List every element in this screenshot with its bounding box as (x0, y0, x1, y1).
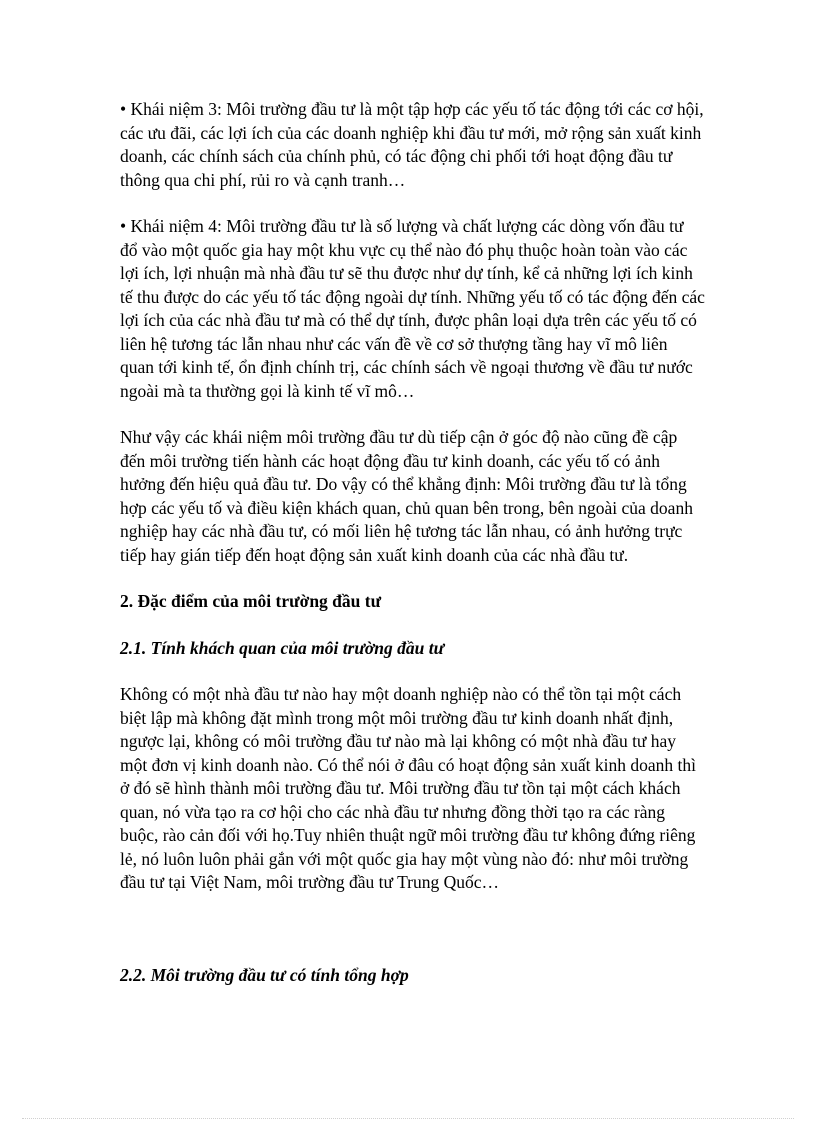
subsection-heading-2-1: 2.1. Tính khách quan của môi trường đầu tư (120, 637, 445, 658)
document-body (120, 98, 705, 1010)
bullet-mark: • (120, 216, 127, 236)
paragraph-objectivity: Không có một nhà đầu tư nào hay một doanh nghiệp nào có thể tồn tại một cách biệt lập mà không đặt mình trong một môi trường đầu tư kinh doanh nhất định, ngược lại, không có môi trường đầu tư nào mà lại không có một nhà đầu tư hay một đơn vị kinh doanh nào. Có thể nói ở đâu có hoạt động sản xuất kinh doanh thì ở đó sẽ hình thành môi trường đầu tư. Môi trường đầu tư tồn tại một cách khách quan, nó vừa tạo ra cơ hội cho các nhà đầu tư nhưng đồng thời tạo ra các ràng buộc, rào cản đối với họ.Tuy nhiên thuật ngữ môi trường đầu tư không đứng riêng lẻ, nó luôn luôn phải gắn với một quốc gia hay một vùng nào đó: như môi trường đầu tư tại Việt Nam, môi trường đầu tư Trung Quốc… (120, 684, 697, 892)
subsection-heading-2-2: 2.2. Môi trường đầu tư có tính tổng hợp (120, 964, 409, 985)
bullet-mark: • (120, 99, 127, 119)
page-bottom-rule (22, 1118, 794, 1119)
paragraph-summary: Như vậy các khái niệm môi trường đầu tư dù tiếp cận ở góc độ nào cũng đề cập đến môi trường tiến hành các hoạt động đầu tư kinh doanh, các yếu tố có ảnh hưởng đến hiệu quả đầu tư. Do vậy có thể khẳng định: Môi trường đầu tư là tổng hợp các yếu tố và điều kiện khách quan, chủ quan bên trong, bên ngoài của doanh nghiệp hay các nhà đầu tư, có mối liên hệ tương tác lẫn nhau, có ảnh hưởng trực tiếp hay gián tiếp đến hoạt động sản xuất kinh doanh của các nhà đầu tư. (120, 427, 693, 565)
paragraph-text: Khái niệm 4: Môi trường đầu tư là số lượng và chất lượng các dòng vốn đầu tư đổ vào một quốc gia hay một khu vực cụ thể nào đó phụ thuộc hoàn toàn vào các lợi ích, lợi nhuận mà nhà đầu tư sẽ thu được như dự tính, kể cả những lợi ích kinh tế thu được do các yếu tố tác động ngoài dự tính. Những yếu tố có tác động đến các lợi ích của các nhà đầu tư mà có thể dự tính, được phân loại dựa trên các yếu tố có liên hệ tương tác lẫn nhau như các vấn đề về cơ sở thượng tầng hay vĩ mô liên quan tới kinh tế, ổn định chính trị, các chính sách về ngoại thương về đầu tư nước ngoài mà ta thường gọi là kinh tế vĩ mô… (120, 216, 705, 401)
spacer (120, 918, 705, 964)
paragraph-concept-4 (120, 215, 705, 403)
paragraph-concept-3 (120, 98, 705, 192)
section-heading: 2. Đặc điểm của môi trường đầu tư (120, 591, 382, 611)
paragraph-text: Khái niệm 3: Môi trường đầu tư là một tập hợp các yếu tố tác động tới các cơ hội, các ưu đãi, các lợi ích của các doanh nghiệp khi đầu tư mới, mở rộng sản xuất kinh doanh, các chính sách của chính phủ, có tác động chi phối tới hoạt động đầu tư thông qua chi phí, rủi ro và cạnh tranh… (120, 99, 704, 190)
